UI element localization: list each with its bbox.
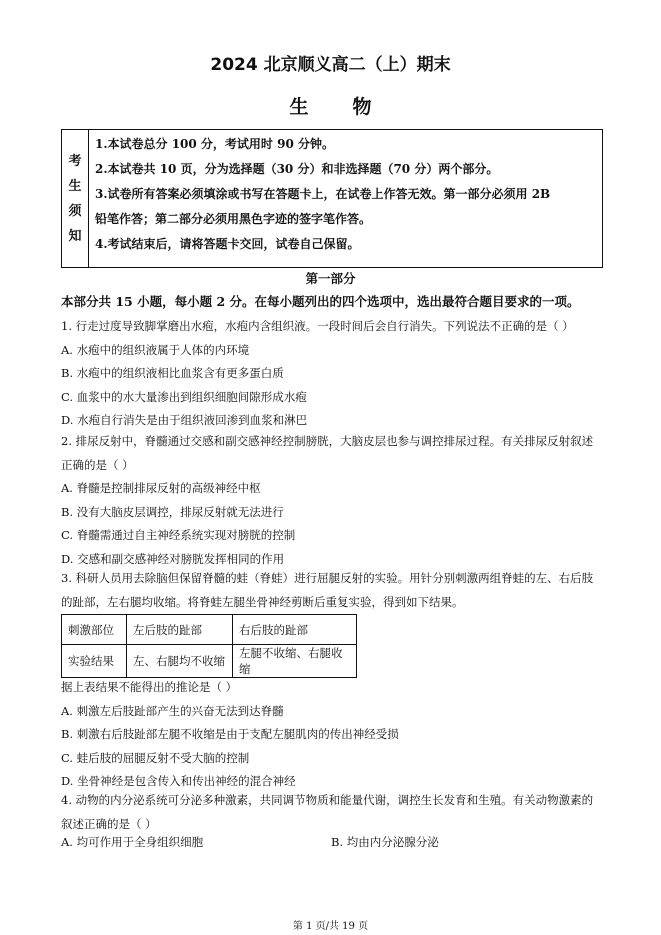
question-3-continued <box>61 676 606 794</box>
notice-line: 3.试卷所有答案必须填涂或书写在答题卡上，在试卷上作答无效。第一部分必须用 2B <box>95 187 551 201</box>
question-1 <box>61 315 606 433</box>
results-table <box>61 614 357 678</box>
option-b: B. 水疱中的组织液相比血浆含有更多蛋白质 <box>61 366 284 380</box>
subject-char: 物 <box>352 96 372 118</box>
notice-label <box>62 130 89 267</box>
notice-label-char: 知 <box>68 228 82 244</box>
option-a: A. 刺激左后肢趾部产生的兴奋无法到达脊髓 <box>61 703 284 718</box>
question-stem: 正确的是（ ） <box>61 457 134 472</box>
table-cell: 实验结果 <box>62 645 127 678</box>
question-stem: 据上表结果不能得出的推论是（ ） <box>61 680 238 694</box>
option-b: B. 刺激右后肢趾部左腿不收缩是由于支配左腿肌肉的传出神经受损 <box>61 727 399 741</box>
table-row <box>62 615 357 645</box>
question-4-options <box>61 834 606 850</box>
notice-content <box>89 130 602 267</box>
question-stem: 叙述正确的是（ ） <box>61 816 157 831</box>
option-d: D. 水疱自行消失是由于组织液回渗到血浆和淋巴 <box>61 413 308 427</box>
question-stem: 4. 动物的内分泌系统可分泌多种激素，共同调节物质和能量代谢，调控生长发育和生殖。有关动物激素的 <box>61 793 594 807</box>
notice-line: 2.本试卷共 10 页，分为选择题（30 分）和非选择题（70 分）两个部分。 <box>95 162 499 176</box>
subject-char: 生 <box>289 96 309 118</box>
question-3 <box>61 567 606 614</box>
option-d: D. 交感和副交感神经对膀胱发挥相同的作用 <box>61 551 285 566</box>
table-cell: 左、右腿均不收缩 <box>127 645 233 678</box>
page-footer: 第 1 页/共 19 页 <box>292 921 369 932</box>
notice-line: 铅笔作答；第二部分必须用黑色字迹的签字笔作答。 <box>95 212 372 226</box>
table-row <box>62 645 357 678</box>
option-c: C. 蛙后肢的屈腿反射不受大脑的控制 <box>61 750 250 765</box>
notice-line: 4.考试结束后，请将答题卡交回，试卷自己保留。 <box>95 237 360 251</box>
notice-label-char: 生 <box>68 178 82 194</box>
table-cell: 左后肢的趾部 <box>127 615 233 645</box>
option-a: A. 均可作用于全身组织细胞 <box>61 835 204 849</box>
question-stem: 2. 排尿反射中，脊髓通过交感和副交感神经控制膀胱，大脑皮层也参与调控排尿过程。有关排尿反射叙述 <box>61 434 594 448</box>
option-a: A. 水疱中的组织液属于人体的内环境 <box>61 342 250 357</box>
option-d: D. 坐骨神经是包含传入和传出神经的混合神经 <box>61 774 296 788</box>
option-c: C. 血浆中的水大量渗出到组织细胞间隙形成水疱 <box>61 389 307 404</box>
subject-title <box>0 92 661 119</box>
table-cell: 右后肢的趾部 <box>233 615 357 645</box>
notice-label-char: 考 <box>68 153 82 169</box>
question-4 <box>61 789 606 836</box>
question-stem: 1. 行走过度导致脚掌磨出水疱，水疱内含组织液。一段时间后会自行消失。下列说法不正确的是（ ） <box>61 319 574 333</box>
option-b: B. 均由内分泌腺分泌 <box>331 835 439 849</box>
notice-label-char: 须 <box>68 203 82 219</box>
exam-title: 2024 北京顺义高二（上）期末 <box>210 55 451 75</box>
table-cell: 刺激部位 <box>62 615 127 645</box>
notice-box <box>61 129 603 268</box>
option-b: B. 没有大脑皮层调控，排尿反射就无法进行 <box>61 504 284 519</box>
question-stem: 的趾部，左右腿均收缩。将脊蛙左腿坐骨神经剪断后重复实验，得到如下结果。 <box>61 594 464 609</box>
table-cell: 左腿不收缩、右腿收缩 <box>233 645 357 678</box>
notice-line: 1.本试卷总分 100 分，考试用时 90 分钟。 <box>95 137 334 151</box>
option-a: A. 脊髓是控制排尿反射的高级神经中枢 <box>61 481 261 495</box>
option-c: C. 脊髓需通过自主神经系统实现对膀胱的控制 <box>61 528 296 542</box>
question-2 <box>61 430 606 571</box>
question-stem: 3. 科研人员用去除脑但保留脊髓的蛙（脊蛙）进行屈腿反射的实验。用针分别刺激两组脊蛙的左、右后肢 <box>61 571 594 585</box>
section-intro: 本部分共 15 小题，每小题 2 分。在每小题列出的四个选项中，选出最符合题目要求的一项。 <box>61 294 580 309</box>
section-title: 第一部分 <box>305 271 356 286</box>
